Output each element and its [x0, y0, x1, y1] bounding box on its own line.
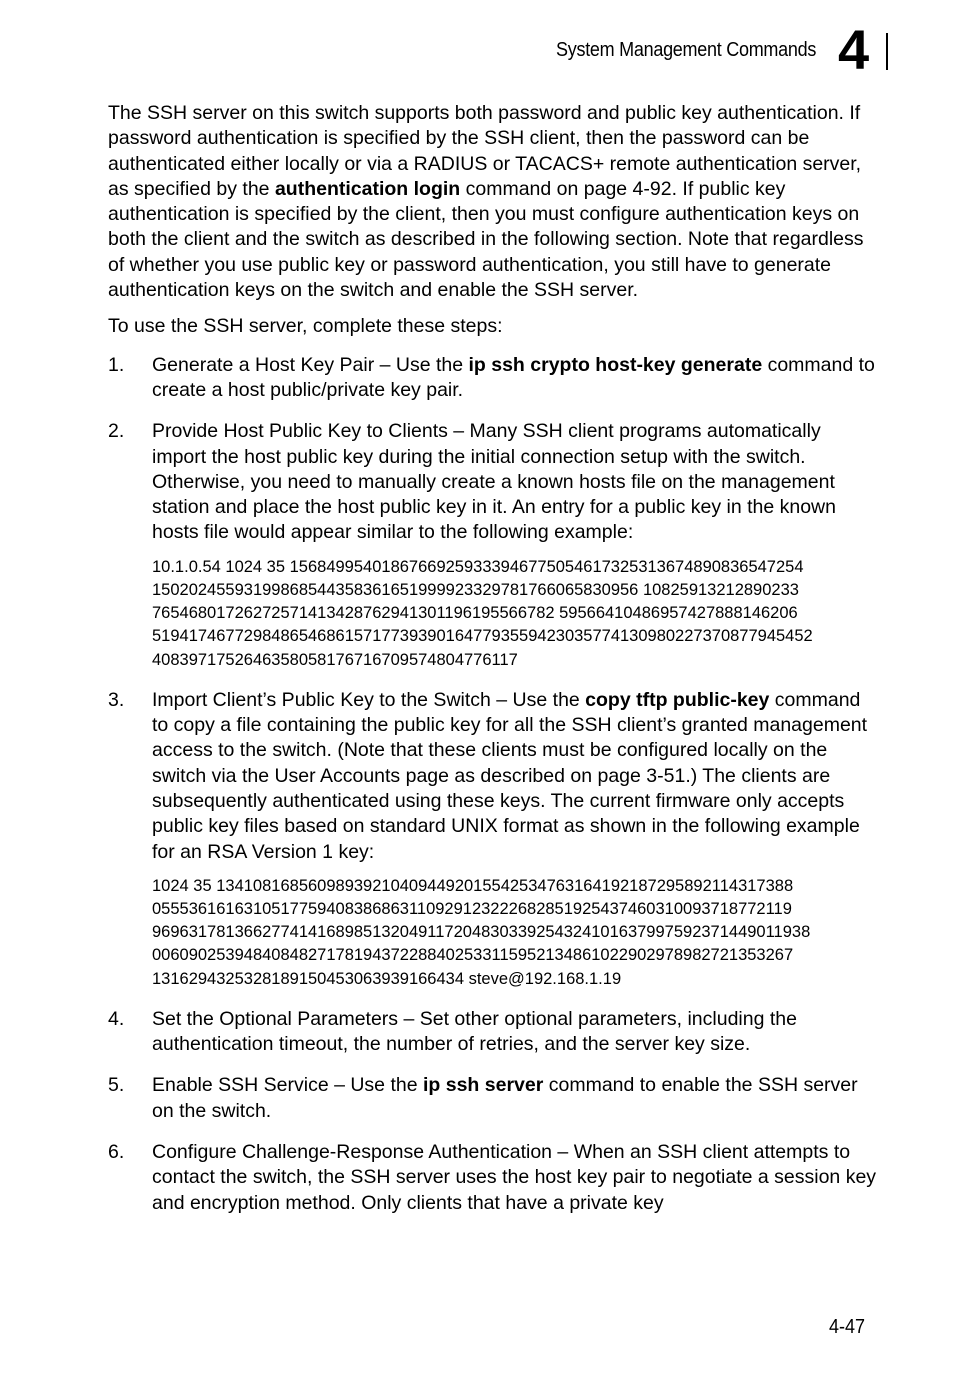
- intro-text-1: The SSH server on this switch supports both password and public key authentication. If password authentication is specified by the SSH client, then the password can be authenticated either locally or via a RADIUS or TACACS+ remote authentication server, as specified by the: [108, 102, 862, 200]
- step-number: 3.: [108, 688, 125, 711]
- step-6: [108, 1140, 878, 1216]
- step-number: 6.: [108, 1141, 125, 1164]
- page-number: 4-47: [829, 1316, 866, 1338]
- step-text-before: Generate a Host Key Pair – Use the: [152, 353, 469, 376]
- step-text: [152, 688, 878, 865]
- step-text: Configure Challenge-Response Authentication – When an SSH client attempts to contact the switch, the SSH server uses the host key pair to negotiate a session key and encryption method. Only clients that have a private key: [152, 1141, 877, 1214]
- step-text: [152, 353, 878, 404]
- step-text-after: command to enable the SSH server on the switch.: [152, 1074, 858, 1122]
- rsa-key-example: [152, 875, 878, 991]
- chapter-number: 4: [838, 18, 869, 81]
- code-line: 15020245593199868544358361651999923329781766065830956 10825913212890233: [152, 580, 799, 599]
- step-2: [108, 419, 878, 672]
- code-line: 0060902539484084827178194372288402533115952134861022902978982721353267: [152, 946, 794, 965]
- step-text: [152, 1073, 878, 1124]
- code-line: 1024 35 134108168560989392104094492015542534763164192187295892114317388: [152, 876, 794, 895]
- code-line: 0555361616310517759408386863110929123222682851925437460310093718772119: [152, 900, 792, 919]
- step-number: 5.: [108, 1074, 125, 1097]
- step-number: 4.: [108, 1007, 125, 1030]
- steps-intro: To use the SSH server, complete these steps:: [108, 315, 503, 338]
- step-4: [108, 1007, 878, 1058]
- code-line: 969631781366277414168985132049117204830339254324101637997592371449011938: [152, 923, 811, 942]
- step-text-before: Enable SSH Service – Use the: [152, 1074, 423, 1097]
- intro-command: authentication login: [274, 177, 461, 200]
- step-number: 1.: [108, 353, 125, 376]
- step-text: Set the Optional Parameters – Set other optional parameters, including the authentication timeout, the number of retries, and the server key size.: [152, 1007, 797, 1056]
- step-text-before: Import Client’s Public Key to the Switch – Use the: [152, 688, 586, 711]
- step-command: ip ssh server: [422, 1074, 544, 1097]
- code-line: 4083971752646358058176716709574804776117: [152, 650, 518, 669]
- known-hosts-example: [152, 556, 878, 672]
- intro-text-2: command on page 4-92. If public key authentication is specified by the client, then you must configure authentication keys on both the client and the switch as described in the following section. Note that regardless of whether you use public key or password authentication, you still have to generate authentication keys on the switch and enable the SSH server.: [108, 177, 864, 302]
- code-line: 76546801726272571413428762941301196195566782 59566410486957427888146206: [152, 604, 798, 623]
- step-command: ip ssh crypto host-key generate: [468, 353, 763, 376]
- step-text-after: command to create a host public/private key pair.: [152, 353, 875, 401]
- step-command: copy tftp public-key: [585, 688, 770, 711]
- step-5: [108, 1073, 878, 1124]
- code-line: 10.1.0.54 1024 35 15684995401867669259333946775054617325313674890836547254: [152, 557, 804, 576]
- code-line: 1316294325328189150453063939166434 steve@192.168.1.19: [152, 969, 622, 988]
- step-1: [108, 353, 878, 404]
- step-3: [108, 688, 878, 991]
- step-text-after: command to copy a file containing the public key for all the SSH client’s granted management access to the switch. (Note that these clients must be configured locally on the switch via the User Accounts page as described on page 3-51.) The clients are subsequently authenticated using these keys. The current firmware only accepts public key files based on standard UNIX format as shown in the following example for an RSA Version 1 key:: [152, 688, 868, 863]
- running-header: System Management Commands: [556, 39, 817, 61]
- step-text: Provide Host Public Key to Clients – Many SSH client programs automatically import the host public key during the initial connection setup with the switch. Otherwise, you need to manually create a known hosts file on the management station and place the host public key in it. An entry for a public key in the known hosts file would appear similar to the following example:: [152, 420, 836, 544]
- chapter-rule: [886, 33, 888, 70]
- code-line: 519417467729848654686157177393901647793559423035774130980227370877945452: [152, 627, 813, 646]
- page-content: [108, 101, 878, 1232]
- intro-paragraph: [108, 101, 878, 303]
- step-number: 2.: [108, 420, 125, 443]
